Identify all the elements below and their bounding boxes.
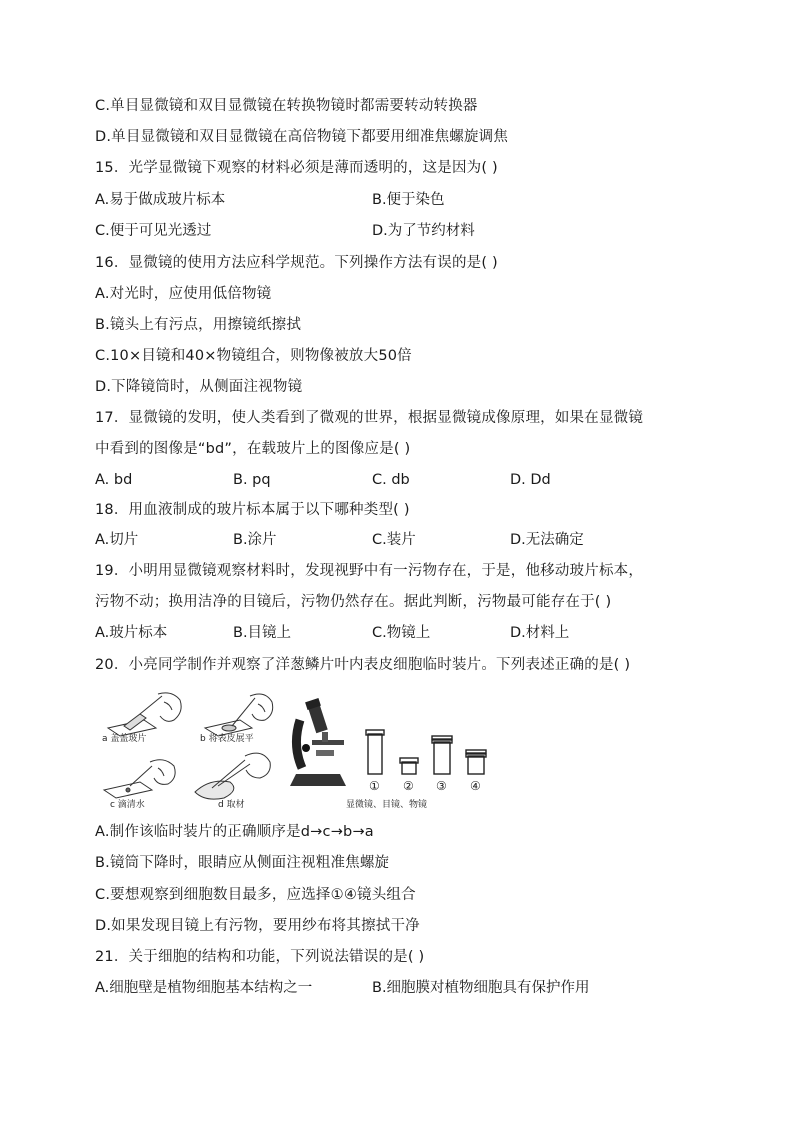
q14-option-d: D.单目显微镜和双目显微镜在高倍物镜下都要用细准焦螺旋调焦 — [95, 129, 509, 145]
q19-option-d: D.材料上 — [510, 625, 570, 641]
caption-c: c 滴清水 — [110, 800, 145, 810]
q20-option-c: C.要想观察到细胞数目最多，应选择①④镜头组合 — [95, 887, 416, 903]
q15-option-b: B.便于染色 — [372, 192, 445, 208]
lens-label-1: ① — [369, 779, 380, 793]
q18-option-a: A.切片 — [95, 532, 139, 548]
q15-option-a: A.易于做成玻片标本 — [95, 192, 226, 208]
q18-option-b: B.涂片 — [233, 532, 277, 548]
step-c-illustration — [104, 760, 175, 798]
q16-option-a: A.对光时，应使用低倍物镜 — [95, 286, 272, 302]
lens-label-3: ③ — [436, 779, 447, 793]
step-b-illustration — [205, 694, 273, 736]
q16-option-d: D.下降镜筒时，从侧面注视物镜 — [95, 379, 303, 395]
q16-option-c: C.10×目镜和40×物镜组合，则物像被放大50倍 — [95, 348, 412, 364]
q20-stem: 20．小亮同学制作并观察了洋葱鳞片叶内表皮细胞临时装片。下列表述正确的是( ) — [95, 657, 631, 673]
microscope-illustration — [290, 698, 346, 786]
q19-stem-line1: 19．小明用显微镜观察材料时，发现视野中有一污物存在，于是，他移动玻片标本， — [95, 563, 644, 579]
q21-option-a: A.细胞壁是植物细胞基本结构之一 — [95, 980, 313, 996]
lens-3-illustration — [432, 736, 452, 774]
q20-option-a: A.制作该临时装片的正确顺序是d→c→b→a — [95, 824, 374, 840]
lens-label-4: ④ — [470, 779, 481, 793]
step-a-illustration — [108, 693, 181, 736]
q18-option-c: C.装片 — [372, 532, 416, 548]
q14-option-c: C.单目显微镜和双目显微镜在转换物镜时都需要转动转换器 — [95, 98, 478, 114]
q19-option-c: C.物镜上 — [372, 625, 431, 641]
q15-option-d: D.为了节约材料 — [372, 223, 475, 239]
figure-caption: 显微镜、目镜、物镜 — [346, 800, 428, 810]
lens-2-illustration — [400, 758, 418, 774]
lens-4-illustration — [466, 750, 486, 774]
q18-option-d: D.无法确定 — [510, 532, 584, 548]
q17-option-c: C. db — [372, 472, 410, 488]
q15-stem: 15．光学显微镜下观察的材料必须是薄而透明的，这是因为( ) — [95, 160, 498, 176]
q17-stem-line1: 17．显微镜的发明，使人类看到了微观的世界，根据显微镜成像原理，如果在显微镜 — [95, 410, 644, 426]
q19-option-a: A.玻片标本 — [95, 625, 168, 641]
caption-d: d 取材 — [218, 800, 245, 810]
q17-option-b: B. pq — [233, 472, 271, 488]
caption-b: b 将表皮展平 — [200, 734, 254, 744]
caption-a: a 盖盖玻片 — [102, 734, 147, 744]
q19-option-b: B.目镜上 — [233, 625, 292, 641]
q20-option-d: D.如果发现目镜上有污物，要用纱布将其擦拭干净 — [95, 918, 420, 934]
q16-option-b: B.镜头上有污点，用擦镜纸擦拭 — [95, 317, 302, 333]
q20-figure — [100, 690, 500, 815]
q17-option-a: A. bd — [95, 472, 133, 488]
q20-figure-drawing — [100, 690, 500, 815]
q21-stem: 21．关于细胞的结构和功能，下列说法错误的是( ) — [95, 949, 425, 965]
q18-stem: 18．用血液制成的玻片标本属于以下哪种类型( ) — [95, 502, 410, 518]
q16-stem: 16．显微镜的使用方法应科学规范。下列操作方法有误的是( ) — [95, 255, 498, 271]
step-d-illustration — [195, 753, 270, 799]
q19-stem-line2: 污物不动；换用洁净的目镜后，污物仍然存在。据此判断，污物最可能存在于( ) — [95, 594, 612, 610]
q15-option-c: C.便于可见光透过 — [95, 223, 212, 239]
lens-label-2: ② — [403, 779, 414, 793]
q17-option-d: D. Dd — [510, 472, 551, 488]
q21-option-b: B.细胞膜对植物细胞具有保护作用 — [372, 980, 590, 996]
q17-stem-line2: 中看到的图像是“bd”，在载玻片上的图像应是( ) — [95, 441, 411, 457]
lens-1-illustration — [366, 730, 384, 774]
q20-option-b: B.镜筒下降时，眼睛应从侧面注视粗准焦螺旋 — [95, 855, 390, 871]
